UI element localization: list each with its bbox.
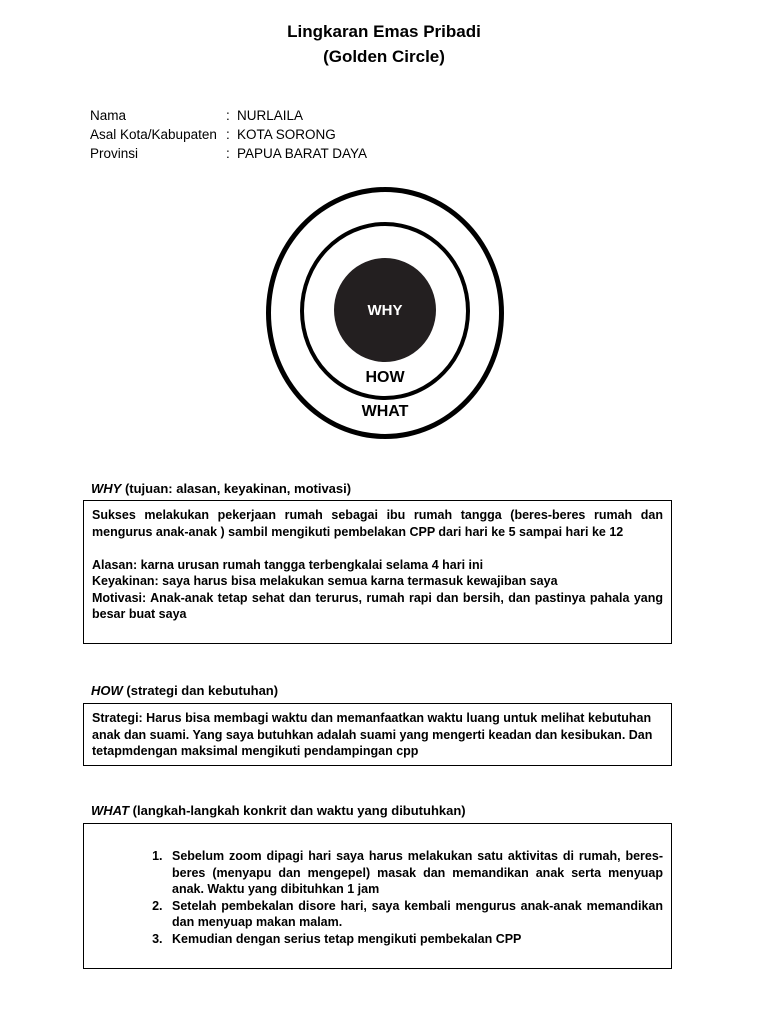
how-section-heading — [91, 683, 278, 698]
list-item: 3. Kemudian dengan serius tetap mengikuti pembekalan CPP — [166, 931, 663, 948]
how-text: Strategi: Harus bisa membagi waktu dan memanfaatkan waktu luang untuk melihat kebutuhan anak dan suami. Yang saya butuhkan adalah suami yang mengerti keadan dan kesibukan. Dan tetapmdengan maksimal mengikuti pendampingan cpp — [92, 711, 653, 758]
identity-label: Asal Kota/Kabupaten — [90, 127, 217, 142]
identity-value: KOTA SORONG — [237, 127, 336, 142]
identity-colon: : — [226, 146, 230, 161]
why-alasan: Alasan: karna urusan rumah tangga terbengkalai selama 4 hari ini — [92, 557, 484, 572]
how-circle-label: HOW — [365, 369, 405, 386]
identity-row-nama — [90, 106, 367, 125]
page-subtitle: (Golden Circle) — [323, 47, 445, 66]
how-description: (strategi dan kebutuhan) — [122, 683, 279, 698]
why-keyakinan: Keyakinan: saya harus bisa melakukan semua karna termasuk kewajiban saya — [92, 574, 558, 588]
list-item: 2. Setelah pembekalan disore hari, saya kembali mengurus anak-anak memandikan dan menyuap makan malam. — [166, 898, 663, 931]
what-circle-label: WHAT — [361, 403, 409, 420]
identity-colon: : — [226, 127, 230, 142]
why-box — [83, 500, 672, 644]
spacer — [92, 540, 663, 557]
identity-colon: : — [226, 108, 230, 123]
why-paragraph: Sukses melakukan pekerjaan rumah sebagai ibu rumah tangga (beres-beres rumah dan mengurus anak-anak ) sambil mengikuti pembelakan CPP dari hari ke 5 sampai hari ke 12 — [92, 508, 663, 539]
why-keyword: WHY — [91, 481, 122, 496]
why-description: (tujuan: alasan, keyakinan, motivasi) — [121, 481, 352, 496]
identity-value: PAPUA BARAT DAYA — [237, 146, 368, 161]
what-steps-list — [92, 848, 663, 947]
page-title: Lingkaran Emas Pribadi — [287, 22, 481, 41]
what-keyword: WHAT — [91, 803, 130, 818]
identity-value: NURLAILA — [237, 108, 304, 123]
identity-row-provinsi — [90, 144, 367, 163]
how-keyword: HOW — [91, 683, 123, 698]
why-section-heading — [91, 481, 351, 496]
what-description: (langkah-langkah konkrit dan waktu yang dibutuhkan) — [129, 803, 466, 818]
identity-label: Nama — [90, 108, 127, 123]
how-box — [83, 703, 672, 766]
why-motivasi: Motivasi: Anak-anak tetap sehat dan terurus, rumah rapi dan bersih, dan pastinya pahala yang besar buat saya — [92, 590, 663, 621]
identity-label: Provinsi — [90, 146, 139, 161]
identity-row-kota — [90, 125, 367, 144]
what-section-heading — [91, 803, 466, 818]
golden-circle-diagram — [266, 187, 504, 439]
what-box — [83, 823, 672, 969]
list-item: 1. Sebelum zoom dipagi hari saya harus melakukan satu aktivitas di rumah, beres-beres (menyapu dan mengepel) masak dan memandikan anak serta menyuap anak. Waktu yang dibituhkan 1 jam — [166, 848, 663, 898]
why-circle-label: WHY — [367, 302, 403, 319]
identity-block — [90, 106, 367, 163]
